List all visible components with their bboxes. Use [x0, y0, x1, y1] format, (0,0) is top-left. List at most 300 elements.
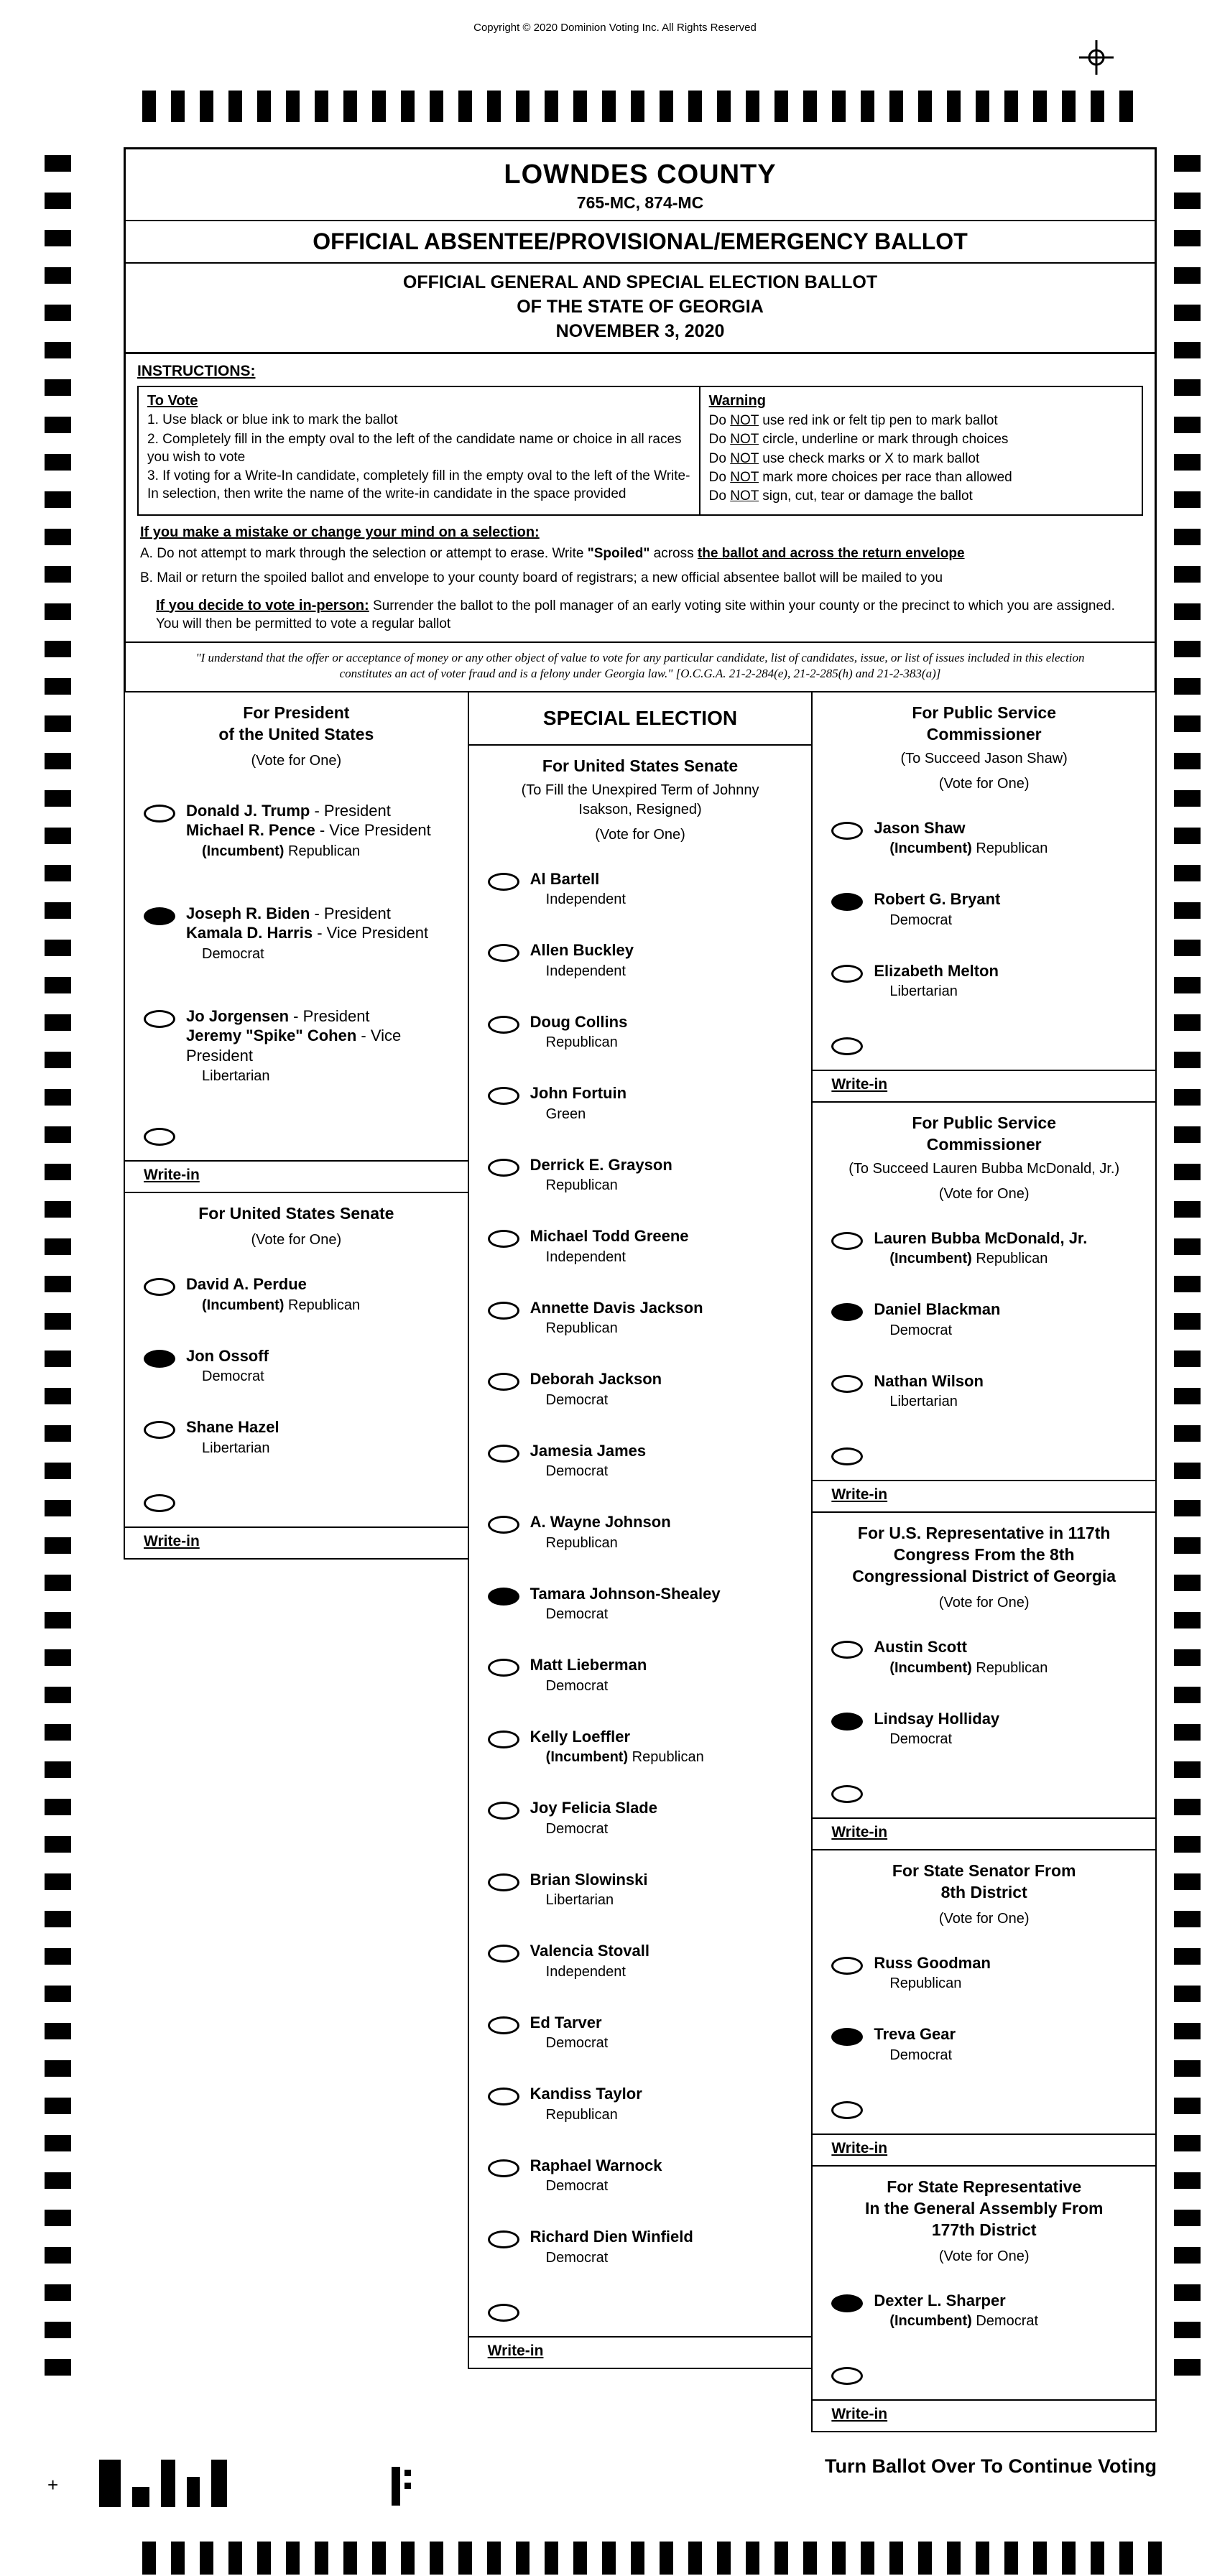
- candidate-name: Michael Todd Greene: [530, 1227, 689, 1246]
- warning-item: Do NOT sign, cut, tear or damage the ballot: [708, 488, 973, 504]
- candidate-text: [874, 818, 1048, 858]
- corner-plus-mark: +: [47, 2474, 59, 2496]
- candidate-party: Independent: [545, 963, 626, 979]
- candidate-party: Democrat: [545, 1606, 609, 1623]
- candidate-party: Republican: [545, 1320, 618, 1337]
- candidate-row: [125, 779, 468, 882]
- candidate-row: [813, 2086, 1155, 2129]
- candidate-party: Libertarian: [545, 1892, 614, 1909]
- candidate-name: Tamara Johnson-Shealey: [530, 1584, 721, 1603]
- timing-marks-bottom: [142, 2542, 1162, 2575]
- contest-subtitle-line: Isakson, Resigned): [578, 801, 702, 817]
- candidate-name: Donald J. Trump - President: [186, 801, 391, 820]
- candidate-party: Libertarian: [202, 1068, 270, 1085]
- candidate-text: [530, 1012, 628, 1052]
- ballot-oval[interactable]: [144, 907, 175, 925]
- candidate-row: [813, 1022, 1155, 1065]
- candidate-name: Jon Ossoff: [186, 1346, 269, 1365]
- contest-subtitle-line: (To Fill the Unexpired Term of Johnny: [521, 782, 759, 798]
- candidate-list: [813, 1620, 1155, 1817]
- ballot-oval[interactable]: [831, 1303, 863, 1321]
- vote-in-person-note: If you decide to vote in-person: Surrender the ballot to the poll manager of an early voting site within your county or the precinct to which you are assigned. You will then be permitted to vote a regular ballot: [156, 597, 1115, 631]
- ballot-oval[interactable]: [831, 893, 863, 911]
- contest: [813, 2167, 1155, 2431]
- contest-header: [125, 1193, 468, 1257]
- candidate-row: [469, 1639, 812, 1711]
- candidate-row: [469, 1997, 812, 2069]
- candidate-name: Nathan Wilson: [874, 1371, 984, 1390]
- candidate-row: [813, 874, 1155, 945]
- warning-item: Do NOT circle, underline or mark through choices: [708, 432, 1009, 448]
- ballot-oval[interactable]: [488, 944, 519, 962]
- write-in-label: Write-in: [831, 2139, 888, 2156]
- contest: [469, 746, 812, 2368]
- barcode-bar: [187, 2477, 200, 2507]
- election-date: NOVEMBER 3, 2020: [555, 320, 725, 341]
- ballot-edge-mark: [392, 2467, 400, 2506]
- candidate-row: [813, 1213, 1155, 1284]
- ballot-oval[interactable]: [831, 2367, 863, 2385]
- candidate-row: [125, 1330, 468, 1402]
- ballot-oval[interactable]: [488, 1159, 519, 1177]
- candidate-party: Democrat: [889, 2047, 953, 2063]
- ballot-column-3: [811, 691, 1157, 2432]
- candidate-row: [813, 945, 1155, 1017]
- candidate-list: [813, 801, 1155, 1070]
- candidate-text: [530, 1727, 704, 1767]
- candidate-row: [469, 1139, 812, 1211]
- ballot-oval[interactable]: [144, 1010, 175, 1028]
- write-in-label: Write-in: [831, 1824, 888, 1841]
- candidate-row: [469, 853, 812, 925]
- ballot-body: [124, 147, 1157, 2432]
- contest-title-line: 177th District: [931, 2220, 1037, 2239]
- ballot-id-barcode-marks: [99, 2460, 227, 2507]
- candidate-text: [530, 1226, 689, 1266]
- ballot-oval[interactable]: [488, 2016, 519, 2034]
- write-in-row[interactable]: [813, 2133, 1155, 2165]
- to-vote-item: 1. Use black or blue ink to mark the ballot: [147, 412, 398, 428]
- candidate-name: Matt Lieberman: [530, 1656, 647, 1674]
- candidate-party: (Incumbent) Republican: [889, 1251, 1048, 1267]
- contest-title-line: For U.S. Representative in 117th: [857, 1524, 1111, 1543]
- candidate-row: [125, 882, 468, 985]
- contest-header: [469, 746, 812, 852]
- vote-warning-box: [137, 386, 1143, 516]
- candidate-row: [813, 1937, 1155, 2009]
- warning-title: Warning: [708, 393, 766, 409]
- candidate-list: [813, 1211, 1155, 1481]
- candidate-name: Joseph R. Biden - President: [186, 904, 391, 922]
- ballot-oval[interactable]: [488, 1230, 519, 1248]
- ballot-oval[interactable]: [488, 1731, 519, 1748]
- candidate-party: Democrat: [545, 2249, 609, 2266]
- candidate-name: Austin Scott: [874, 1638, 967, 1657]
- write-in-row[interactable]: [125, 1526, 468, 1558]
- candidate-party: Democrat: [889, 1731, 953, 1748]
- to-vote-item: 3. If voting for a Write-In candidate, completely fill in the empty oval to the left of the Write-In selection, then write the name of the write-in candidate in the space provided: [147, 468, 690, 501]
- write-in-row[interactable]: [813, 1070, 1155, 1101]
- candidate-party: (Incumbent) Republican: [202, 1297, 361, 1313]
- contest: [125, 1193, 468, 1557]
- candidate-text: [530, 1941, 649, 1981]
- candidate-row: [813, 1693, 1155, 1765]
- ballot-oval[interactable]: [488, 1659, 519, 1677]
- ballot-oval[interactable]: [144, 1494, 175, 1512]
- contest-title-line: For United States Senate: [198, 1204, 394, 1223]
- candidate-text: [530, 1155, 672, 1195]
- candidate-text: [874, 1709, 999, 1749]
- candidate-text: [874, 1371, 984, 1412]
- candidate-name: Deborah Jackson: [530, 1370, 662, 1389]
- instructions-label: INSTRUCTIONS:: [137, 363, 256, 380]
- candidate-name: Ed Tarver: [530, 2013, 602, 2031]
- candidate-name: Kandiss Taylor: [530, 2085, 642, 2103]
- mistake-step-a: A. Do not attempt to mark through the selection or attempt to erase. Write "Spoiled" across the ballot and across the return envelope: [140, 546, 965, 562]
- candidate-text: [530, 1870, 648, 1910]
- contest-subtitle-line: (To Succeed Jason Shaw): [900, 750, 1068, 766]
- candidate-text: [530, 2013, 609, 2053]
- candidate-name: Derrick E. Grayson: [530, 1155, 672, 1174]
- write-in-label: Write-in: [831, 1076, 888, 1093]
- candidate-row: [469, 1210, 812, 1282]
- candidate-text: [186, 1417, 279, 1458]
- ballot-oval[interactable]: [488, 2159, 519, 2177]
- ballot-oval[interactable]: [488, 1373, 519, 1391]
- candidate-text: [186, 1346, 269, 1386]
- ballot-oval[interactable]: [831, 1037, 863, 1055]
- contest: [813, 1850, 1155, 2167]
- ballot-oval[interactable]: [831, 1957, 863, 1975]
- candidate-party: Independent: [545, 891, 626, 908]
- ballot-oval[interactable]: [831, 1447, 863, 1465]
- candidate-name: Richard Dien Winfield: [530, 2228, 693, 2246]
- registration-crosshair-icon: [1079, 40, 1114, 75]
- to-vote-list: [147, 412, 690, 503]
- candidate-text: [530, 2227, 693, 2267]
- candidate-name: John Fortuin: [530, 1084, 627, 1103]
- contest-title-line: Commissioner: [926, 1135, 1042, 1154]
- candidate-row: [469, 996, 812, 1068]
- candidate-name: Raphael Warnock: [530, 2156, 662, 2174]
- write-in-label: Write-in: [831, 2406, 888, 2423]
- contest-header: [813, 1103, 1155, 1211]
- election-title: [126, 264, 1155, 352]
- write-in-row[interactable]: [125, 1160, 468, 1192]
- candidate-party: Democrat: [545, 1463, 609, 1480]
- candidate-row: [469, 1425, 812, 1497]
- warning-list: [709, 412, 1133, 506]
- candidate-name: Michael R. Pence - Vice President: [186, 821, 431, 840]
- warning-item: Do NOT mark more choices per race than allowed: [708, 469, 1012, 485]
- candidate-list: [125, 778, 468, 1161]
- contest-title-line: Commissioner: [926, 724, 1042, 743]
- ballot-oval[interactable]: [488, 1016, 519, 1034]
- ballot-edge-dot: [404, 2470, 411, 2476]
- candidate-row: [813, 1432, 1155, 1475]
- candidate-name: Dexter L. Sharper: [874, 2291, 1006, 2309]
- contest: [813, 1513, 1155, 1850]
- write-in-row[interactable]: [813, 1480, 1155, 1511]
- candidate-party: Green: [545, 1106, 586, 1122]
- candidate-party: Republican: [889, 1975, 962, 1992]
- candidate-name: Brian Slowinski: [530, 1870, 648, 1889]
- candidate-row: [125, 1259, 468, 1330]
- contest-title-line: of the United States: [218, 724, 374, 743]
- candidate-text: [186, 1274, 360, 1315]
- candidate-text: [530, 1512, 671, 1552]
- contest-title-line: For President: [243, 703, 350, 722]
- candidate-row: [813, 2352, 1155, 2395]
- contest-subtitle-line: (Vote for One): [938, 1595, 1030, 1611]
- candidate-text: [530, 1655, 647, 1695]
- candidate-name: David A. Perdue: [186, 1275, 307, 1294]
- ballot-oval[interactable]: [488, 873, 519, 891]
- contest-header: [125, 692, 468, 778]
- ballot-oval[interactable]: [488, 2088, 519, 2105]
- candidate-party: Independent: [545, 1248, 626, 1265]
- candidate-text: [874, 1228, 1087, 1269]
- barcode-bar: [132, 2487, 149, 2507]
- candidate-text: [530, 2084, 642, 2124]
- contest-subtitle-line: (Vote for One): [251, 752, 342, 769]
- candidate-party: (Incumbent) Democrat: [889, 2313, 1039, 2330]
- candidate-party: Democrat: [545, 1391, 609, 1408]
- contest-subtitle-line: (Vote for One): [595, 826, 685, 843]
- candidate-text: [186, 1006, 461, 1086]
- write-in-row[interactable]: [813, 1817, 1155, 1849]
- contest-header: [813, 2167, 1155, 2274]
- candidate-party: Democrat: [889, 1322, 953, 1338]
- ballot-style-code: 765-MC, 874-MC: [576, 193, 704, 212]
- candidate-row: [469, 2289, 812, 2332]
- candidate-party: Democrat: [545, 1820, 609, 1837]
- candidate-party: Libertarian: [202, 1440, 270, 1456]
- ballot-oval[interactable]: [831, 1232, 863, 1250]
- candidate-row: [469, 1282, 812, 1354]
- ballot-oval[interactable]: [831, 1713, 863, 1731]
- contest: [813, 692, 1155, 1103]
- contest-title-line: For State Senator From: [892, 1861, 1076, 1881]
- ballot-oval[interactable]: [488, 1945, 519, 1963]
- write-in-label: Write-in: [144, 1532, 200, 1549]
- write-in-label: Write-in: [487, 2342, 544, 2359]
- candidate-party: Democrat: [545, 2035, 609, 2052]
- ballot-oval[interactable]: [144, 1278, 175, 1296]
- contest-title-line: For Public Service: [912, 703, 1057, 722]
- candidate-list: [469, 852, 812, 2336]
- candidate-row: [469, 1353, 812, 1425]
- contest-title-line: For Public Service: [912, 1113, 1057, 1133]
- candidate-name: Shane Hazel: [186, 1418, 279, 1437]
- candidate-text: [874, 2024, 956, 2065]
- candidate-text: [530, 869, 626, 909]
- candidate-row: [125, 1479, 468, 1522]
- candidate-list: [813, 2274, 1155, 2400]
- warning-cell: [700, 387, 1142, 514]
- ballot-oval[interactable]: [488, 2230, 519, 2248]
- candidate-text: [874, 889, 1000, 930]
- to-vote-title: To Vote: [147, 393, 198, 409]
- ballot-oval[interactable]: [831, 1375, 863, 1393]
- timing-marks-top: [142, 91, 1133, 122]
- candidate-party: Republican: [545, 2106, 618, 2123]
- ballot-oval[interactable]: [831, 965, 863, 983]
- candidate-row: [813, 1284, 1155, 1356]
- candidate-row: [469, 1782, 812, 1854]
- candidate-row: [469, 1925, 812, 1997]
- candidate-text: [186, 801, 431, 861]
- candidate-row: [469, 1067, 812, 1139]
- candidate-name: Treva Gear: [874, 2025, 956, 2044]
- ballot-oval[interactable]: [831, 2294, 863, 2312]
- candidate-party: Libertarian: [889, 983, 958, 1000]
- contest-subtitle-line: (Vote for One): [938, 2248, 1030, 2264]
- candidate-text: [530, 1083, 626, 1123]
- candidate-name: Kamala D. Harris - Vice President: [186, 924, 429, 942]
- contest-title-line: For United States Senate: [542, 756, 739, 775]
- candidate-name: Doug Collins: [530, 1012, 628, 1031]
- candidate-row: [469, 2068, 812, 2140]
- candidate-party: (Incumbent) Republican: [202, 843, 361, 859]
- candidate-name: Daniel Blackman: [874, 1300, 1001, 1319]
- candidate-text: [530, 1584, 721, 1624]
- ballot-column-1: [124, 691, 469, 1560]
- candidate-party: Republican: [545, 1534, 618, 1551]
- ballot-oval[interactable]: [144, 1421, 175, 1439]
- barcode-bar: [211, 2460, 227, 2507]
- candidate-name: Al Bartell: [530, 869, 600, 888]
- candidate-name: Lauren Bubba McDonald, Jr.: [874, 1228, 1088, 1247]
- candidate-row: [813, 2009, 1155, 2080]
- contest-title-line: Congressional District of Georgia: [852, 1567, 1116, 1586]
- warning-item: Do NOT use red ink or felt tip pen to mark ballot: [708, 413, 998, 429]
- candidate-list: [125, 1257, 468, 1526]
- write-in-row[interactable]: [469, 2336, 812, 2368]
- ballot-column-2: [468, 691, 813, 2369]
- candidate-row: [125, 985, 468, 1108]
- contest-title-line: 8th District: [940, 1882, 1027, 1901]
- candidate-name: Jeremy "Spike" Cohen - Vice President: [186, 1027, 402, 1065]
- candidate-row: [125, 1113, 468, 1156]
- candidate-text: [530, 1441, 646, 1481]
- ballot-oval[interactable]: [831, 1641, 863, 1659]
- candidate-party: Republican: [545, 1034, 618, 1051]
- candidate-text: [530, 940, 634, 981]
- candidate-row: [469, 2140, 812, 2212]
- barcode-bar: [161, 2460, 175, 2507]
- candidate-party: (Incumbent) Republican: [889, 1659, 1048, 1676]
- ballot-oval[interactable]: [488, 1802, 519, 1820]
- ballot-oval[interactable]: [488, 1873, 519, 1891]
- ballot-oval[interactable]: [488, 2304, 519, 2322]
- instructions-section: [124, 354, 1157, 691]
- ballot-oval[interactable]: [831, 1785, 863, 1803]
- candidate-name: Jason Shaw: [874, 818, 966, 837]
- contest-header: [813, 1513, 1155, 1620]
- candidate-name: Russ Goodman: [874, 1953, 991, 1972]
- ballot-oval[interactable]: [488, 1516, 519, 1534]
- warning-item: Do NOT use check marks or X to mark ballot: [708, 450, 980, 466]
- candidate-party: Republican: [545, 1177, 618, 1194]
- ballot-oval[interactable]: [831, 2028, 863, 2046]
- candidate-name: Lindsay Holliday: [874, 1709, 1000, 1728]
- candidate-row: [813, 802, 1155, 874]
- candidate-row: [469, 1854, 812, 1926]
- candidate-text: [186, 904, 428, 963]
- copyright-text: Copyright © 2020 Dominion Voting Inc. All Rights Reserved: [473, 22, 757, 34]
- candidate-name: Kelly Loeffler: [530, 1727, 631, 1746]
- timing-marks-left: [45, 155, 71, 2376]
- candidate-row: [469, 925, 812, 996]
- contest: [125, 692, 468, 1193]
- write-in-row[interactable]: [813, 2399, 1155, 2431]
- candidate-name: Valencia Stovall: [530, 1942, 649, 1960]
- candidate-party: Libertarian: [889, 1394, 958, 1410]
- contest-title-line: For State Representative: [887, 2177, 1082, 2196]
- election-title-line2: OF THE STATE OF GEORGIA: [517, 296, 764, 317]
- contest-subtitle-line: (Vote for One): [938, 1910, 1030, 1927]
- candidate-list: [813, 1936, 1155, 2133]
- candidate-row: [469, 1496, 812, 1568]
- contest-title-line: Congress From the 8th: [893, 1545, 1075, 1565]
- candidate-name: Allen Buckley: [530, 941, 634, 960]
- candidate-row: [469, 1568, 812, 1640]
- ballot-oval[interactable]: [831, 2101, 863, 2119]
- candidate-row: [813, 1621, 1155, 1693]
- candidate-text: [530, 1298, 703, 1338]
- candidate-party: (Incumbent) Republican: [545, 1749, 704, 1766]
- to-vote-cell: [139, 387, 700, 514]
- ballot-oval[interactable]: [144, 805, 175, 823]
- ballot-oval[interactable]: [488, 1302, 519, 1320]
- timing-marks-right: [1174, 155, 1201, 2376]
- ballot-oval[interactable]: [488, 1087, 519, 1105]
- election-title-line1: OFFICIAL GENERAL AND SPECIAL ELECTION BALLOT: [402, 272, 878, 292]
- contest-header: [813, 692, 1155, 801]
- contest: [813, 1103, 1155, 1513]
- ballot-oval[interactable]: [488, 1588, 519, 1606]
- candidate-name: Annette Davis Jackson: [530, 1298, 703, 1317]
- candidate-text: [874, 1299, 1000, 1340]
- candidate-row: [469, 2211, 812, 2283]
- ballot-oval[interactable]: [144, 1350, 175, 1368]
- mistake-step-b: B. Mail or return the spoiled ballot and envelope to your county board of registrars; a new official absentee ballot will be mailed to you: [140, 570, 943, 586]
- ballot-oval[interactable]: [144, 1128, 175, 1146]
- candidate-row: [813, 2275, 1155, 2347]
- candidate-text: [874, 961, 999, 1001]
- candidate-name: Elizabeth Melton: [874, 961, 999, 980]
- candidate-name: Robert G. Bryant: [874, 890, 1001, 909]
- ballot-oval[interactable]: [831, 822, 863, 840]
- candidate-text: [874, 1953, 991, 1993]
- contest-subtitle-line: (To Succeed Lauren Bubba McDonald, Jr.): [848, 1160, 1120, 1177]
- to-vote-item: 2. Completely fill in the empty oval to the left of the candidate name or choice in all races you wish to vote: [147, 431, 682, 465]
- candidate-name: Jo Jorgensen - President: [186, 1006, 370, 1025]
- write-in-label: Write-in: [831, 1486, 888, 1504]
- ballot-oval[interactable]: [488, 1445, 519, 1463]
- candidate-party: Democrat: [545, 2178, 609, 2195]
- candidate-name: Jamesia James: [530, 1441, 647, 1460]
- mistake-title: If you make a mistake or change your mind on a selection:: [140, 524, 540, 541]
- turn-ballot-over-text: Turn Ballot Over To Continue Voting: [825, 2455, 1157, 2477]
- candidate-party: Democrat: [545, 1677, 609, 1694]
- contest-subtitle-line: (Vote for One): [251, 1232, 342, 1248]
- contest-subtitle-line: (Vote for One): [938, 775, 1030, 792]
- ballot-type-title: OFFICIAL ABSENTEE/PROVISIONAL/EMERGENCY BALLOT: [313, 228, 968, 254]
- candidate-text: [530, 1369, 662, 1409]
- candidate-row: [813, 1356, 1155, 1427]
